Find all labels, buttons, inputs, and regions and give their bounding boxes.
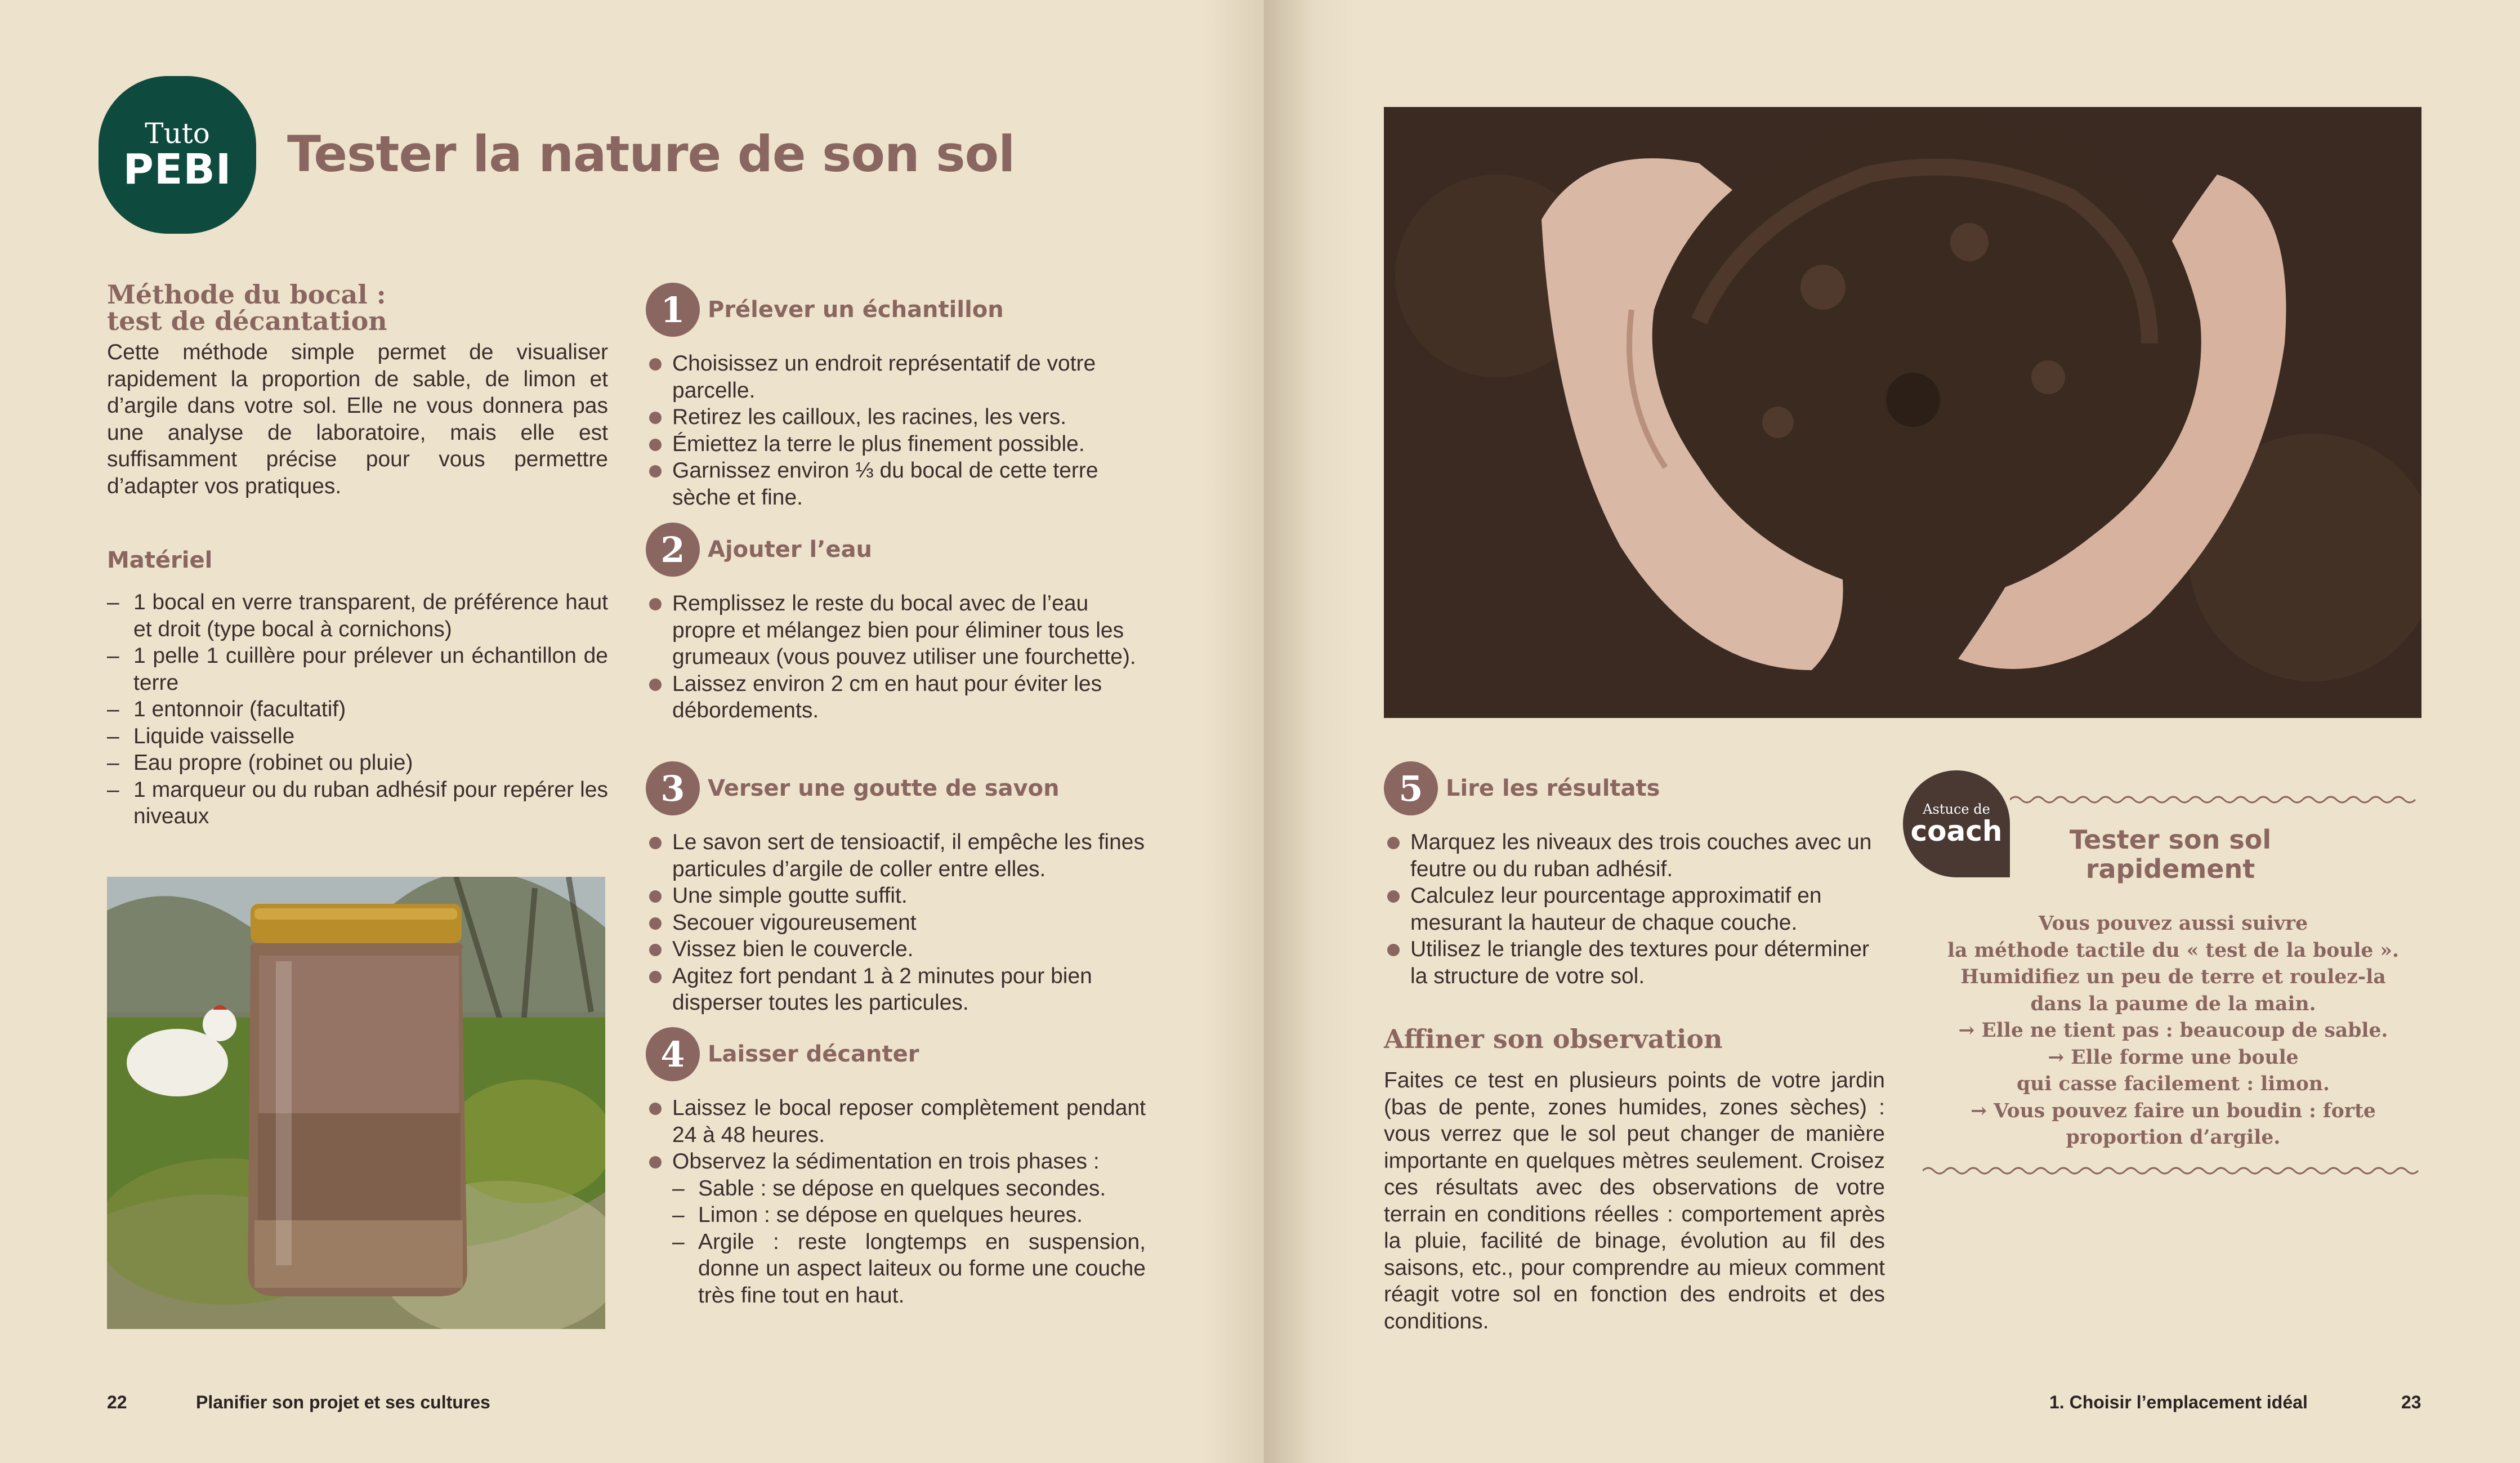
step-4-number: 4 <box>646 1027 700 1081</box>
coach-line: → Elle ne tient pas : beaucoup de sable. <box>1958 1019 2388 1042</box>
materiel-item: – Eau propre (robinet ou pluie) <box>107 750 608 777</box>
materiel-item: – 1 bocal en verre transparent, de préférence haut et droit (type bocal à cornichons) <box>107 589 608 643</box>
step-3-item: Le savon sert de tensioactif, il empêche les fines particules d’argile de coller entre elles. <box>647 829 1154 882</box>
step-5-label: Lire les résultats <box>1446 775 1660 801</box>
coach-line: → Elle forme une boule <box>2048 1046 2299 1069</box>
materiel-item: – 1 pelle 1 cuillère pour prélever un échantillon de terre <box>107 643 608 696</box>
step-1-item: Choisissez un endroit représentatif de votre parcelle. <box>647 350 1154 404</box>
soil-hands-illustration <box>1384 107 2421 718</box>
gutter-shadow-left <box>1202 0 1264 1463</box>
coach-line: qui casse facilement : limon. <box>2017 1073 2330 1095</box>
step-1-header <box>646 283 1004 337</box>
step-4-subitem: – Limon : se dépose en quelques heures. <box>647 1202 1146 1229</box>
footer-section-left: Planifier son projet et ses cultures <box>196 1392 490 1412</box>
step-2-number: 2 <box>646 523 700 577</box>
coach-line: Humidifiez un peu de terre et roulez-la <box>1960 966 2386 988</box>
coach-badge <box>1903 770 2010 877</box>
footer-page-number-right: 23 <box>2401 1392 2421 1412</box>
step-3-item: Secouer vigoureusement <box>647 909 1154 936</box>
method-heading <box>107 279 608 336</box>
step-1-list <box>647 350 1154 511</box>
step-2-item: Remplissez le reste du bocal avec de l’eau propre et mélangez bien pour éliminer tous les grumeaux (vous pouvez utiliser une fourchette). <box>647 590 1154 671</box>
step-5-list <box>1386 829 1887 989</box>
step-1-item: Retirez les cailloux, les racines, les vers. <box>647 404 1154 431</box>
coach-line: la méthode tactile du « test de la boule ». <box>1947 939 2399 962</box>
materiel-item: – Liquide vaisselle <box>107 723 608 750</box>
step-3-label: Verser une goutte de savon <box>708 775 1060 801</box>
step-3-item: Vissez bien le couvercle. <box>647 936 1154 963</box>
method-heading-line2: test de décantation <box>107 306 387 336</box>
step-5-number: 5 <box>1384 761 1438 815</box>
footer-section-right: 1. Choisir l’emplacement idéal <box>2049 1392 2308 1412</box>
affiner-heading: Affiner son observation <box>1384 1024 1723 1054</box>
step-4-item: Laissez le bocal reposer complètement pendant 24 à 48 heures. <box>647 1095 1146 1148</box>
tuto-pebi-badge <box>99 76 256 234</box>
step-1-item: Garnissez environ ⅓ du bocal de cette terre sèche et fine. <box>647 457 1154 511</box>
coach-line: proportion d’argile. <box>2066 1126 2281 1149</box>
method-section <box>107 279 608 499</box>
step-5-item: Utilisez le triangle des textures pour déterminer la structure de votre sol. <box>1386 936 1887 989</box>
method-text: Cette méthode simple permet de visualiser rapidement la proportion de sable, de limon et d’argile dans votre sol. Elle ne vous donnera pas une analyse de laboratoire, mais elle est suffisamment précise pour vous permettre d’adapter vos pratiques. <box>107 340 608 498</box>
coach-badge-big: coach <box>1910 815 2003 848</box>
coach-line: Vous pouvez aussi suivre <box>2038 912 2308 935</box>
step-3-item: Agitez fort pendant 1 à 2 minutes pour bien disperser toutes les particules. <box>647 963 1154 1016</box>
step-1-number: 1 <box>646 283 700 337</box>
step-2-list <box>647 590 1154 724</box>
coach-title-line2: rapidement <box>2085 854 2255 884</box>
soil-hands-photo <box>1384 107 2421 718</box>
coach-line: → Vous pouvez faire un boudin : forte <box>1971 1099 2376 1122</box>
coach-wavy-border-top <box>2010 791 2421 808</box>
step-2-item: Laissez environ 2 cm en haut pour éviter les débordements. <box>647 671 1154 724</box>
step-3-header <box>646 761 1060 815</box>
step-4-label: Laisser décanter <box>708 1041 919 1067</box>
step-3-list <box>647 829 1154 1016</box>
badge-line1: Tuto <box>145 117 210 150</box>
materiel-list <box>107 589 608 830</box>
step-3-item: Une simple goutte suffit. <box>647 882 1154 909</box>
badge-line2: PEBI <box>123 145 232 194</box>
materiel-heading: Matériel <box>107 547 213 573</box>
gutter-shadow-right <box>1264 0 1354 1463</box>
coach-title-line1: Tester son sol <box>2069 824 2272 855</box>
footer-page-number-left: 22 <box>107 1392 127 1412</box>
step-2-header <box>646 523 872 577</box>
step-1-item: Émiettez la terre le plus finement possible. <box>647 431 1154 458</box>
step-5-item: Calculez leur pourcentage approximatif en mesurant la hauteur de chaque couche. <box>1386 882 1887 936</box>
materiel-item: – 1 marqueur ou du ruban adhésif pour repérer les niveaux <box>107 777 608 830</box>
step-1-label: Prélever un échantillon <box>708 297 1004 323</box>
coach-badge-small: Astuce de <box>1923 801 1990 817</box>
coach-text <box>1931 911 2415 1152</box>
step-3-number: 3 <box>646 761 700 815</box>
materiel-item: – 1 entonnoir (facultatif) <box>107 696 608 723</box>
coach-title <box>2030 825 2311 884</box>
step-5-header <box>1384 761 1660 815</box>
coach-line: dans la paume de la main. <box>2030 992 2316 1015</box>
step-5-item: Marquez les niveaux des trois couches avec un feutre ou du ruban adhésif. <box>1386 829 1887 882</box>
coach-wavy-border-bottom <box>1923 1162 2421 1179</box>
step-4-item: Observez la sédimentation en trois phases : <box>647 1148 1146 1175</box>
jar-photo <box>107 877 605 1329</box>
affiner-text: Faites ce test en plusieurs points de votre jardin (bas de pente, zones humides, zones sèches) : vous verrez que le sol peut changer de manière importante en quelques mètres seulement. Croisez ces résultats avec des observations de votre terrain en conditions réelles : comportement après la pluie, facilité de binage, évolution au fil des saisons, etc., pour comprendre au mieux comment réagit votre sol en fonction des endroits et des conditions. <box>1384 1068 1885 1333</box>
step-4-header <box>646 1027 919 1081</box>
step-4-list <box>647 1095 1146 1309</box>
right-page <box>1264 0 2520 1463</box>
method-heading-line1: Méthode du bocal : <box>107 279 386 310</box>
jar-photo-illustration <box>107 877 605 1329</box>
page-title: Tester la nature de son sol <box>287 125 1015 183</box>
step-4-subitem: – Sable : se dépose en quelques secondes. <box>647 1175 1146 1202</box>
step-4-subitem: – Argile : reste longtemps en suspension, donne un aspect laiteux ou forme une couche très fine tout en haut. <box>647 1229 1146 1309</box>
step-2-label: Ajouter l’eau <box>708 537 873 563</box>
